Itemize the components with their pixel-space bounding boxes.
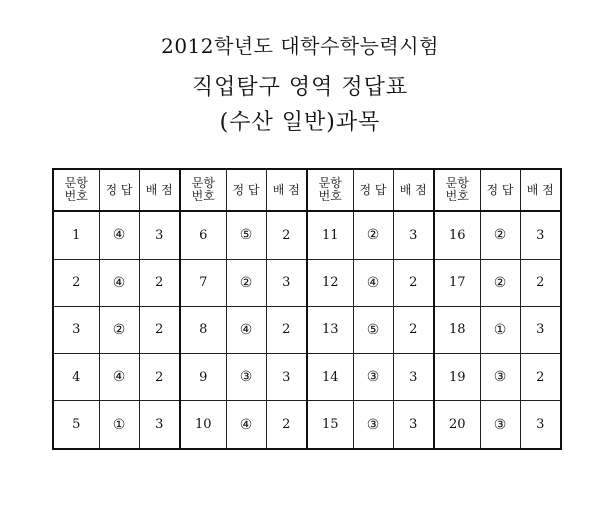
column-header-question-number (307, 169, 353, 211)
answer-key-title: 직업탐구 영역 정답표 (191, 75, 409, 100)
column-header-score: 배 점 (139, 169, 180, 211)
question-number-cell: 4 (53, 353, 99, 400)
question-number-cell: 9 (180, 353, 226, 400)
column-header-score: 배 점 (520, 169, 561, 211)
column-header-question-number (434, 169, 480, 211)
question-number-cell: 11 (307, 211, 353, 259)
correct-answer-cell: ④ (353, 259, 393, 306)
score-cell: 2 (139, 353, 180, 400)
column-header-score: 배 점 (266, 169, 307, 211)
question-number-cell: 20 (434, 401, 480, 449)
score-cell: 3 (393, 211, 434, 259)
question-number-cell: 13 (307, 306, 353, 353)
question-number-cell: 17 (434, 259, 480, 306)
correct-answer-cell: ② (353, 211, 393, 259)
correct-answer-cell: ② (480, 211, 520, 259)
correct-answer-cell: ④ (226, 401, 266, 449)
column-header-score: 배 점 (393, 169, 434, 211)
score-cell: 3 (393, 401, 434, 449)
question-number-cell: 12 (307, 259, 353, 306)
question-number-cell: 18 (434, 306, 480, 353)
column-header-answer: 정 답 (226, 169, 266, 211)
score-cell: 3 (520, 401, 561, 449)
score-cell: 3 (139, 401, 180, 449)
column-header-label: 번호 (64, 189, 88, 203)
column-header-label: 문항 (318, 176, 342, 190)
correct-answer-cell: ③ (480, 353, 520, 400)
column-header-label: 문항 (64, 176, 88, 190)
correct-answer-cell: ④ (99, 259, 139, 306)
column-header-answer: 정 답 (353, 169, 393, 211)
column-header-answer: 정 답 (99, 169, 139, 211)
score-cell: 3 (393, 353, 434, 400)
correct-answer-cell: ④ (99, 211, 139, 259)
score-cell: 2 (266, 401, 307, 449)
correct-answer-cell: ③ (353, 401, 393, 449)
question-number-cell: 19 (434, 353, 480, 400)
correct-answer-cell: ④ (226, 306, 266, 353)
score-cell: 3 (520, 306, 561, 353)
correct-answer-cell: ③ (480, 401, 520, 449)
question-number-cell: 6 (180, 211, 226, 259)
subject-title: (수산 일반)과목 (219, 110, 381, 135)
correct-answer-cell: ③ (353, 353, 393, 400)
score-cell: 3 (266, 259, 307, 306)
question-number-cell: 7 (180, 259, 226, 306)
question-number-cell: 3 (53, 306, 99, 353)
score-cell: 2 (393, 306, 434, 353)
column-header-label: 번호 (191, 189, 215, 203)
exam-year-title: 2012학년도 대학수학능력시험 (161, 34, 439, 58)
score-cell: 2 (139, 259, 180, 306)
table-row (53, 211, 561, 259)
score-cell: 2 (520, 259, 561, 306)
correct-answer-cell: ② (226, 259, 266, 306)
question-number-cell: 2 (53, 259, 99, 306)
question-number-cell: 10 (180, 401, 226, 449)
answer-key-table (52, 168, 562, 450)
score-cell: 3 (266, 353, 307, 400)
score-cell: 2 (520, 353, 561, 400)
question-number-cell: 16 (434, 211, 480, 259)
question-number-cell: 14 (307, 353, 353, 400)
table-row (53, 401, 561, 449)
correct-answer-cell: ⑤ (353, 306, 393, 353)
correct-answer-cell: ⑤ (226, 211, 266, 259)
column-header-question-number (53, 169, 99, 211)
column-header-label: 문항 (191, 176, 215, 190)
score-cell: 2 (266, 306, 307, 353)
column-header-label: 번호 (445, 189, 469, 203)
score-cell: 3 (520, 211, 561, 259)
column-header-label: 번호 (318, 189, 342, 203)
correct-answer-cell: ① (480, 306, 520, 353)
question-number-cell: 5 (53, 401, 99, 449)
correct-answer-cell: ④ (99, 353, 139, 400)
score-cell: 2 (266, 211, 307, 259)
table-row (53, 306, 561, 353)
score-cell: 2 (393, 259, 434, 306)
column-header-answer: 정 답 (480, 169, 520, 211)
question-number-cell: 15 (307, 401, 353, 449)
correct-answer-cell: ③ (226, 353, 266, 400)
table-row (53, 259, 561, 306)
column-header-label: 문항 (445, 176, 469, 190)
table-header-row (53, 169, 561, 211)
correct-answer-cell: ② (99, 306, 139, 353)
correct-answer-cell: ① (99, 401, 139, 449)
question-number-cell: 8 (180, 306, 226, 353)
table-row (53, 353, 561, 400)
question-number-cell: 1 (53, 211, 99, 259)
column-header-question-number (180, 169, 226, 211)
score-cell: 2 (139, 306, 180, 353)
score-cell: 3 (139, 211, 180, 259)
correct-answer-cell: ② (480, 259, 520, 306)
